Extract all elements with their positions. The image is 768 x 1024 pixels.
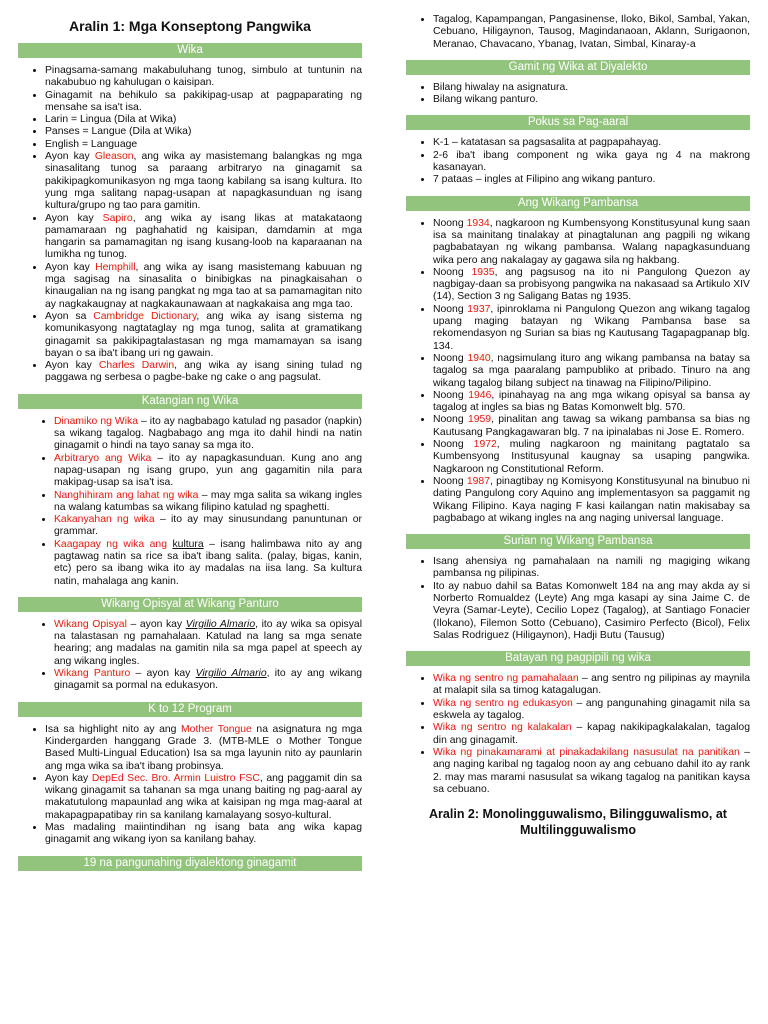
section-header-wika: Wika bbox=[18, 43, 362, 58]
highlight-term: Arbitraryo ang Wika bbox=[54, 452, 152, 464]
highlight-term: Nanghihiram ang lahat ng wika bbox=[54, 489, 199, 501]
list-item bbox=[45, 213, 362, 262]
text: Ayon sa bbox=[45, 310, 94, 322]
list-item bbox=[54, 668, 362, 693]
text: Ayon kay bbox=[45, 212, 103, 224]
year: 1934 bbox=[466, 217, 490, 229]
list-item bbox=[54, 539, 362, 588]
highlight-term: Sapiro bbox=[102, 212, 133, 224]
text: , ipinahayag na ang mga wikang opisyal sa bansa ay tagalog at ingles sa bias ng Batas Komonwelt blg. 570. bbox=[433, 389, 750, 414]
text: , ang pagsusog na ito ni Pangulong Quezon ay nagbigay-daan sa probisyong pangwika na nakasaad sa Artikulo XIV (14), Section 3 ng Saligang Batas ng 1935. bbox=[433, 266, 750, 303]
text: Noong bbox=[433, 352, 468, 364]
text: , ang wika ay isang sistema ng komunikasyong nagtataglay ng mga tunog, salita at gramatikang ginagamit sa pakikipagtalastasan ng mga mamamayan sa isang bayan o sa iba't ibang uri ng gawain. bbox=[45, 310, 362, 359]
underlined-term: kultura bbox=[172, 538, 204, 550]
text: , ang wika ay isang likas at matakataong pamamaraan ng paghahatid ng kaisipan, damdamin at mga hangarin sa pamamagitan ng isang kusang-loob na kaparaanan na lumikha ng tunog. bbox=[45, 212, 362, 261]
text: – ang sentro ng pilipinas ay maynila at malapit sila sa timog katagalugan. bbox=[433, 673, 750, 697]
list-batayan bbox=[406, 673, 750, 796]
author-name: Virgilio Almario bbox=[195, 668, 267, 680]
text: , pinagtibay ng Komisyong Konstitusyunal na binubuo ni dating Pangulong cory Aquino ang implementasyon sa paggamit ng Wikang Filipino. Kaya naging F kasi kailangan natin makisabay sa pagbabago at wikang ingles na ang naging universal language. bbox=[433, 475, 750, 524]
text: – ito ay may sinusundang panuntunan or grammar. bbox=[54, 514, 362, 538]
lesson-2-title: Aralin 2: Monolingguwalismo, Bilingguwalismo, at Multilingguwalismo bbox=[429, 807, 727, 838]
highlight-term: Wika ng sentro ng kalakalan bbox=[433, 722, 572, 734]
list-item bbox=[54, 453, 362, 490]
list-item bbox=[433, 414, 750, 439]
highlight-term: Kaagapay ng wika ang bbox=[54, 538, 173, 550]
text: Noong bbox=[433, 475, 467, 487]
highlight-term: Wika ng sentro ng edukasyon bbox=[433, 697, 573, 709]
list-item bbox=[433, 722, 750, 747]
text: , ang paggamit din sa wikang ginagamit sa tahanan sa mga unang baiting ng pag-aaral ay makatutulong mapaunlad ang wika at kaisipan ng mga mag-aaral at makapagpapatibay rin sa kanilang kamalayang sosyo-kultural. bbox=[45, 772, 362, 821]
text: na asignatura ng mga Kindergarden hanggang Grade 3. (MTB-MLE o Mother Tongue Based Multi-Lingual Education) Isa sa mga layunin nito ay paunlarin ang mga wika sa iba't ibang probinsya. bbox=[45, 723, 362, 772]
list-item bbox=[45, 724, 362, 773]
text: Ayon kay bbox=[45, 772, 92, 784]
year: 1959 bbox=[467, 414, 492, 426]
year: 1972 bbox=[473, 439, 497, 451]
section-header-diyalekto: 19 na pangunahing diyalektong ginagamit bbox=[18, 856, 362, 871]
list-item bbox=[45, 151, 362, 212]
text: , ito ay wika sa opisyal na talastasan ng pamahalaan. Katulad na lang sa mga senate hearing; ang madalas na gamitin nila sa mga papel at speech ay ang wikang ingles. bbox=[54, 618, 363, 667]
text: , ang wika ay isang sining tulad ng paggawa ng serbesa o pagbe-bake ng cake o ang pagsulat. bbox=[45, 360, 362, 384]
text: Noong bbox=[433, 389, 469, 401]
list-item bbox=[45, 360, 362, 385]
year: 1987 bbox=[466, 475, 490, 487]
text: Noong bbox=[433, 414, 468, 426]
list-item bbox=[45, 262, 362, 311]
text: Ayon kay bbox=[45, 261, 96, 273]
text: , ang wika ay masistemang balangkas ng mga sinasalitang tunog sa paraang arbitraryo na ginagamit sa pakikipagkomunikasyon ng mga taong kabilang sa isang kultura. Ito yung mga salitang napag-usapan at napagkasunduan ng isang kultura/grupo ng tao para gamitin. bbox=[45, 151, 362, 212]
text: , pinalitan ang tawag sa wikang pambansa sa bias ng Kautusang Pangkagawaran blg. 7 na ipinalabas ni Jose E. Romero. bbox=[433, 414, 750, 438]
text: – ito ay napagkasunduan. Kung ano ang napag-usapan ng isang grupo, yun ang gagamitin nila para makipag-usap sa isa't isa. bbox=[54, 452, 362, 489]
highlight-term: Hemphill bbox=[95, 261, 136, 273]
list-item: • Mas madaling maiintindihan ng isang bata ang wika kapag ginagamit ang wikang iyon sa kanilang bahay. bbox=[45, 822, 362, 847]
list-item bbox=[433, 390, 750, 415]
text: Noong bbox=[433, 439, 474, 451]
list-surian bbox=[406, 556, 750, 642]
list-item bbox=[433, 218, 750, 267]
highlight-term: Mother Tongue bbox=[181, 723, 252, 735]
list-item: • 7 pataas – ingles at Filipino ang wikang panturo. bbox=[433, 174, 750, 186]
year: 1935 bbox=[471, 266, 495, 278]
list-k12 bbox=[18, 724, 362, 847]
section-header-opisyal: Wikang Opisyal at Wikang Panturo bbox=[18, 597, 362, 612]
text: – ang naging karibal ng tagalog noon ay ang cebuano dahil ito ay rank 2. may mas marami nasusulat sa wikang tagalog na panitikan kaysa sa cebuano. bbox=[433, 746, 751, 795]
highlight-term: DepEd Sec. Bro. Armin Luistro FSC bbox=[91, 772, 260, 784]
highlight-term: Wika ng sentro ng pamahalaan bbox=[433, 673, 579, 685]
list-item: • Larin = Lingua (Dila at Wika) bbox=[45, 114, 362, 126]
text: – isang halimbawa nito ay ang pagtawag natin sa rice sa iba't ibang salita. (palay, bigas, kanin, etc) pero sa ibang wika ito ay madalas na iisa lang. Sa kultura natin, mahalaga ang kanin. bbox=[54, 538, 362, 587]
list-item bbox=[54, 490, 362, 515]
section-header-pokus: Pokus sa Pag-aaral bbox=[406, 115, 750, 130]
list-item bbox=[54, 416, 362, 453]
highlight-term: Wika ng pinakamarami at pinakadakilang nasusulat na panitikan bbox=[433, 746, 740, 758]
list-item: • Tagalog, Kapampangan, Pangasinense, Iloko, Bikol, Sambal, Yakan, Cebuano, Hiligaynon, Tausog, Magindanaoan, Aklann, Surigaonon, Meranao, Chavacano, Ybanag, Ivatan, Simbal, Kinaray-a bbox=[433, 14, 750, 51]
list-pokus bbox=[406, 137, 750, 186]
text: Noong bbox=[433, 266, 472, 278]
list-item bbox=[54, 619, 362, 668]
list-item bbox=[433, 698, 750, 723]
list-pambansa bbox=[406, 218, 750, 525]
text: Ayon kay bbox=[45, 360, 99, 372]
list-item bbox=[433, 476, 750, 525]
list-item: • English = Language bbox=[45, 139, 362, 151]
highlight-term: Kakanyahan ng wika bbox=[54, 514, 155, 526]
author-name: Virgilio Almario bbox=[185, 618, 256, 630]
spacer bbox=[406, 0, 750, 14]
list-diyalekto bbox=[406, 14, 750, 51]
list-item bbox=[433, 353, 750, 390]
text: , ang wika ay isang masistemang kabuuan ng mga sagisag na sinasalita o binibigkas na pinagkaisahan o kinaugalian na ng isang pangkat ng mga tao at sa pamamagitan nito ay nagkakaugnay at nagkakaunawaan at nagkakaisa ang mga tao. bbox=[45, 261, 362, 310]
list-item bbox=[45, 311, 362, 360]
text: , ipinroklama ni Pangulong Quezon ang wikang tagalog upang maging batayan ng Wikang Pambansa base sa rekomendasyon ng Surian sa bias ng Kautusang Tagapagpanap blg. 134. bbox=[433, 303, 750, 352]
list-item: • Ginagamit na behikulo sa pakikipag-usap at pagpaparating ng mensahe sa isa't isa. bbox=[45, 90, 362, 115]
list-item: • Pinagsama-samang makabuluhang tunog, simbulo at tuntunin na nakabubuo ng kahulugan o kaisipan. bbox=[45, 65, 362, 90]
text: Noong bbox=[433, 217, 467, 229]
text: – ayon kay bbox=[130, 668, 196, 680]
text: Isa sa highlight nito ay ang bbox=[45, 723, 182, 735]
section-header-pambansa: Ang Wikang Pambansa bbox=[406, 196, 750, 211]
list-item: • K-1 – katatasan sa pagsasalita at pagpapahayag. bbox=[433, 137, 750, 149]
list-item: • 2-6 iba't ibang component ng wika gaya ng 4 na makrong kasanayan. bbox=[433, 150, 750, 175]
section-header-surian: Surian ng Wikang Pambansa bbox=[406, 534, 750, 549]
year: 1937 bbox=[467, 303, 491, 315]
text: Noong bbox=[433, 303, 468, 315]
year: 1940 bbox=[467, 352, 491, 364]
highlight-term: Dinamiko ng Wika bbox=[54, 415, 138, 427]
list-katangian bbox=[18, 416, 362, 588]
text: , nagkaroon ng Kumbensyong Konstitusyunal kung saan isa sa mainitang tinalakay at pinagtalunan ang pagpili ng wikang pagbabatayan ng wikang pambansa. Walang napagkasunduang wika pero ang nakalagay ay gagawa sila ng hakbang. bbox=[433, 217, 750, 266]
list-item: • Bilang wikang panturo. bbox=[433, 94, 750, 106]
list-item bbox=[433, 747, 750, 796]
text: – ang pangunahing ginagamit nila sa eskwela ay tagalog. bbox=[433, 697, 751, 722]
highlight-term: Wikang Panturo bbox=[54, 668, 131, 680]
text: – ito ay nagbabago katulad ng pasador (napkin) sa wikang tagalog. Nagbabago ang mga ito dahil hindi na natin ginagamit o hindi na tayo sanay sa mga ito. bbox=[54, 415, 363, 452]
list-wika bbox=[18, 65, 362, 385]
list-gamit bbox=[406, 82, 750, 107]
list-item: • Panses = Langue (Dila at Wika) bbox=[45, 126, 362, 138]
page-title: Aralin 1: Mga Konseptong Pangwika bbox=[69, 18, 311, 34]
list-item: • Ito ay nabuo dahil sa Batas Komonwelt 184 na ang may akda ay si Norberto Romualdez (Leyte) Ang mga kasapi ay sina Jaime C. de Veyra (Samar-Leyte), Cecilio Lopez (Tagalog), at Santiago Fonacier (Ilokano), Filemon Sotto (Cebuano), Casimiro Perfecto (Bicol), Felix Salas Rodriguez (Hiligaynon), Hadji Butu (Tausug) bbox=[433, 581, 750, 642]
text: – may mga salita sa wikang ingles na walang katumbas sa wikang filipino katulad ng spaghetti. bbox=[54, 489, 362, 513]
text: , nagsimulang ituro ang wikang pambansa na batay sa tagalog sa mga paaralang pampubliko at pribado. Tinuro na ang wikang tagalog bilang subject na tinawag na Filipino/Pilipino. bbox=[433, 352, 750, 389]
list-item bbox=[433, 267, 750, 304]
text: – ayon kay bbox=[126, 618, 186, 630]
text: – kapag nakikipagkalakalan, tagalog din ang ginagamit. bbox=[433, 722, 750, 746]
list-opisyal bbox=[18, 619, 362, 693]
section-header-k12: K to 12 Program bbox=[18, 702, 362, 717]
left-column bbox=[18, 0, 362, 878]
highlight-term: Cambridge Dictionary bbox=[93, 310, 197, 322]
text: , ito ay ang wikang ginagamit sa pormal na edukasyon. bbox=[54, 668, 362, 692]
highlight-term: Gleason bbox=[94, 151, 134, 163]
right-column bbox=[406, 0, 750, 838]
list-item: • Isang ahensiya ng pamahalaan na namili ng magiging wikang pambansa ng pilipinas. bbox=[433, 556, 750, 581]
list-item: • Bilang hiwalay na asignatura. bbox=[433, 82, 750, 94]
section-header-batayan: Batayan ng pagpipili ng wika bbox=[406, 651, 750, 666]
list-item bbox=[45, 773, 362, 822]
highlight-term: Wikang Opisyal bbox=[54, 618, 127, 630]
list-item bbox=[54, 514, 362, 539]
section-header-katangian: Katangian ng Wika bbox=[18, 394, 362, 409]
list-item bbox=[433, 673, 750, 698]
section-header-gamit: Gamit ng Wika at Diyalekto bbox=[406, 60, 750, 75]
list-item bbox=[433, 304, 750, 353]
year: 1946 bbox=[468, 389, 492, 401]
text: , muling nagkaroon ng mainitang pagtatalo sa Kumbensyong Institusyunal kaugnay sa usaping pangwika. Nagkaroon ng Constitutional Reform. bbox=[433, 439, 750, 475]
list-item bbox=[433, 439, 750, 476]
highlight-term: Charles Darwin bbox=[98, 360, 175, 372]
text: Ayon kay bbox=[45, 151, 95, 163]
